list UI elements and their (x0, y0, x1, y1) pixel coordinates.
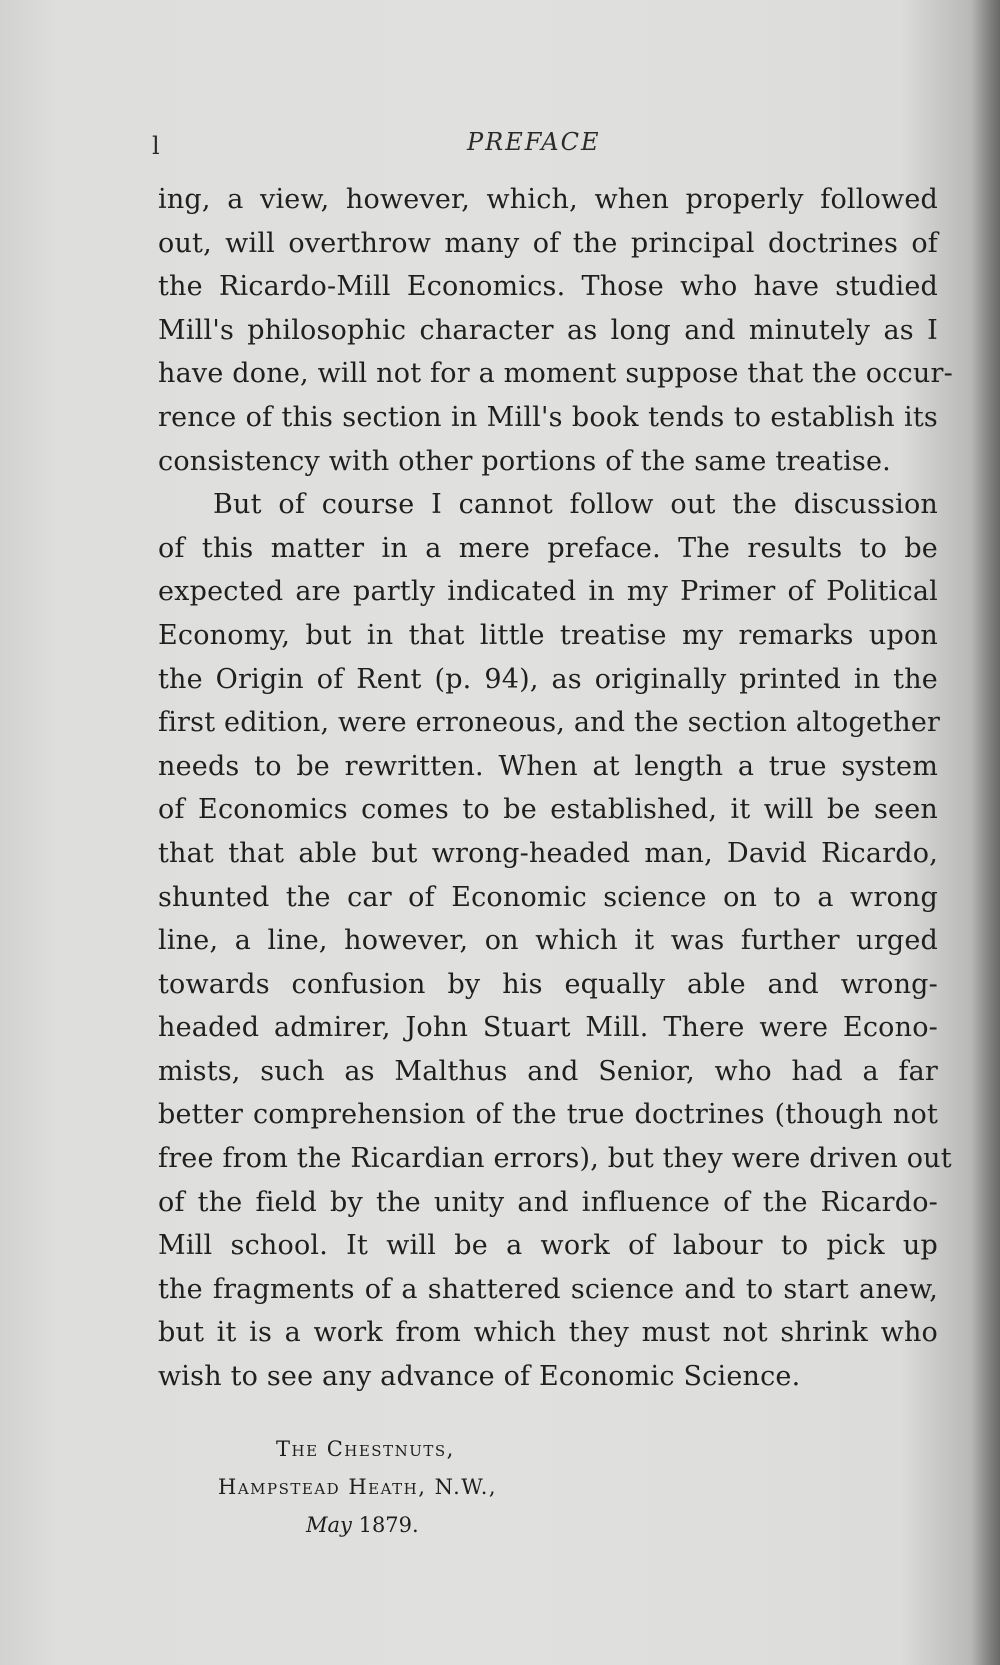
running-head: PREFACE (467, 128, 601, 156)
text-line: free from the Ricardian errors), but they were driven out (158, 1143, 952, 1175)
text-line: of this matter in a mere preface. The results to be (158, 532, 938, 564)
text-line: first edition, were erroneous, and the section altogether (158, 707, 941, 739)
text-line: towards confusion by his equally able and wrong- (158, 968, 938, 1000)
text-line: needs to be rewritten. When at length a true system (158, 750, 938, 782)
signature-address: Hampstead Heath, N.W., (218, 1475, 498, 1499)
page-number: l (152, 132, 160, 160)
signature-month: May (306, 1513, 352, 1537)
text-line: headed admirer, John Stuart Mill. There were Econo- (158, 1012, 938, 1044)
text-line: the fragments of a shattered science and to start anew, (158, 1273, 938, 1305)
text-line: line, a line, however, on which it was further urged (158, 925, 938, 957)
signature-year: 1879. (358, 1513, 419, 1537)
preface-body (158, 178, 953, 1399)
text-line: but it is a work from which they must not shrink who (158, 1317, 938, 1349)
text-line: consistency with other portions of the same treatise. (158, 445, 891, 477)
text-line: the Origin of Rent (p. 94), as originally printed in the (158, 663, 938, 695)
signature-date (306, 1508, 419, 1542)
text-line: that that able but wrong-headed man, David Ricardo, (158, 837, 938, 869)
text-line: better comprehension of the true doctrines (though not (158, 1099, 938, 1131)
text-line: the Ricardo-Mill Economics. Those who have studied (158, 271, 938, 303)
text-line: expected are partly indicated in my Primer of Political (158, 576, 938, 608)
text-line: out, will overthrow many of the principal doctrines of (158, 227, 938, 259)
text-line: Mill's philosophic character as long and minutely as I (158, 314, 938, 346)
text-line: ing, a view, however, which, when properly followed (158, 184, 938, 215)
text-line: mists, such as Malthus and Senior, who had a far (158, 1055, 938, 1087)
text-line: shunted the car of Economic science on to a wrong (158, 881, 938, 913)
text-line: of Economics comes to be established, it will be seen (158, 794, 938, 826)
text-line: Mill school. It will be a work of labour to pick up (158, 1230, 938, 1262)
text-line: wish to see any advance of Economic Science. (158, 1361, 801, 1393)
text-line: have done, will not for a moment suppose that the occur- (158, 358, 953, 390)
page-edge-shadow (972, 0, 1000, 1665)
text-line: Economy, but in that little treatise my remarks upon (158, 619, 938, 651)
signature-place: The Chestnuts, (276, 1437, 455, 1461)
text-line: But of course I cannot follow out the discussion (213, 489, 938, 521)
text-line: of the field by the unity and influence of the Ricardo- (158, 1186, 938, 1218)
text-line: rence of this section in Mill's book tends to establish its (158, 401, 938, 433)
